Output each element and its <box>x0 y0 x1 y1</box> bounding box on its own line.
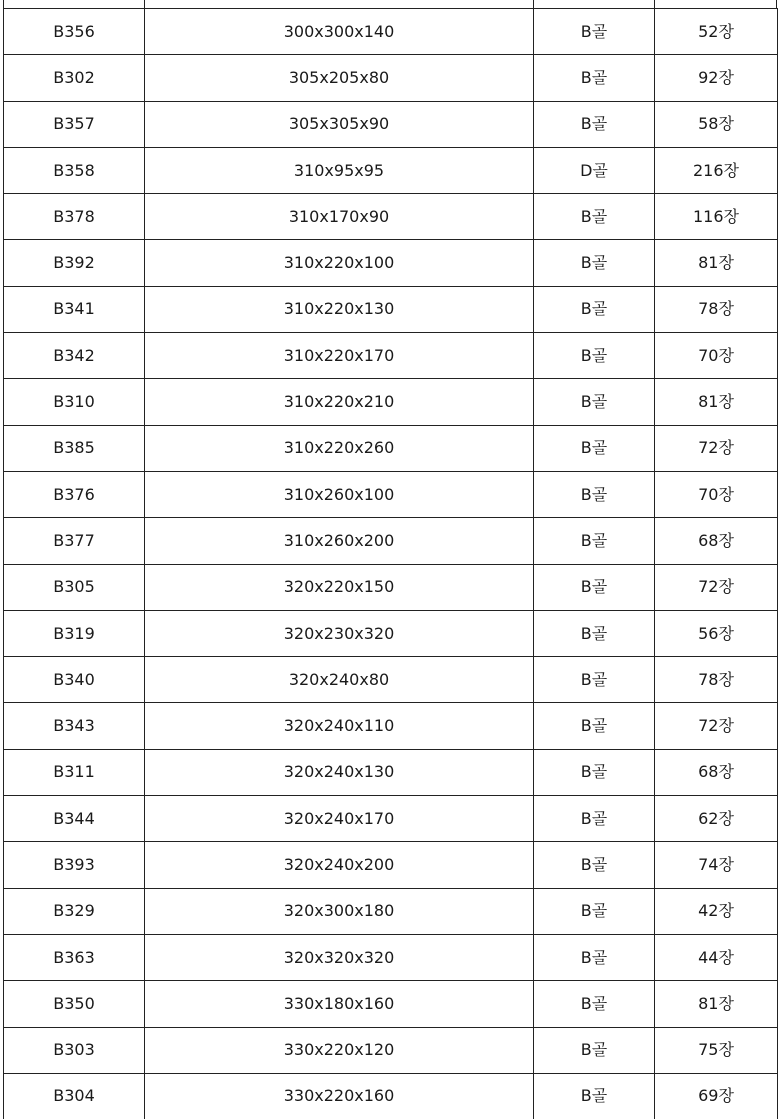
flute-type-cell: B골 <box>534 981 655 1027</box>
box-size-cell: 310x260x200 <box>145 518 534 564</box>
box-spec-table <box>3 8 778 1119</box>
sheet-quantity-cell: 81장 <box>655 240 778 286</box>
table-row <box>4 286 778 332</box>
table-row <box>4 842 778 888</box>
box-size-cell: 320x320x320 <box>145 934 534 980</box>
table-row <box>4 101 778 147</box>
table-row <box>4 55 778 101</box>
table-row <box>4 333 778 379</box>
flute-type-cell: B골 <box>534 9 655 55</box>
table-row <box>4 888 778 934</box>
column-border-stub <box>144 0 145 8</box>
product-code-cell: B377 <box>4 518 145 564</box>
box-size-cell: 330x220x160 <box>145 1073 534 1119</box>
table-row <box>4 518 778 564</box>
sheet-quantity-cell: 70장 <box>655 333 778 379</box>
box-size-cell: 320x230x320 <box>145 610 534 656</box>
sheet-quantity-cell: 78장 <box>655 657 778 703</box>
sheet-quantity-cell: 74장 <box>655 842 778 888</box>
product-code-cell: B357 <box>4 101 145 147</box>
flute-type-cell: B골 <box>534 564 655 610</box>
product-code-cell: B304 <box>4 1073 145 1119</box>
box-size-cell: 330x220x120 <box>145 1027 534 1073</box>
product-code-cell: B310 <box>4 379 145 425</box>
product-code-cell: B305 <box>4 564 145 610</box>
product-code-cell: B376 <box>4 471 145 517</box>
box-size-cell: 310x220x130 <box>145 286 534 332</box>
flute-type-cell: B골 <box>534 518 655 564</box>
flute-type-cell: B골 <box>534 888 655 934</box>
product-code-cell: B303 <box>4 1027 145 1073</box>
sheet-quantity-cell: 42장 <box>655 888 778 934</box>
flute-type-cell: B골 <box>534 333 655 379</box>
box-size-cell: 320x240x170 <box>145 796 534 842</box>
table-row <box>4 379 778 425</box>
table-row <box>4 147 778 193</box>
sheet-quantity-cell: 72장 <box>655 564 778 610</box>
flute-type-cell: B골 <box>534 425 655 471</box>
flute-type-cell: B골 <box>534 842 655 888</box>
sheet-quantity-cell: 68장 <box>655 749 778 795</box>
sheet-quantity-cell: 68장 <box>655 518 778 564</box>
flute-type-cell: B골 <box>534 286 655 332</box>
product-code-cell: B343 <box>4 703 145 749</box>
sheet-quantity-cell: 70장 <box>655 471 778 517</box>
product-code-cell: B341 <box>4 286 145 332</box>
flute-type-cell: B골 <box>534 703 655 749</box>
product-code-cell: B319 <box>4 610 145 656</box>
flute-type-cell: B골 <box>534 1073 655 1119</box>
sheet-quantity-cell: 44장 <box>655 934 778 980</box>
sheet-quantity-cell: 52장 <box>655 9 778 55</box>
sheet-quantity-cell: 58장 <box>655 101 778 147</box>
box-size-cell: 310x220x210 <box>145 379 534 425</box>
flute-type-cell: B골 <box>534 657 655 703</box>
column-border-stub <box>3 0 4 8</box>
product-code-cell: B378 <box>4 194 145 240</box>
sheet-quantity-cell: 72장 <box>655 425 778 471</box>
flute-type-cell: B골 <box>534 796 655 842</box>
sheet-quantity-cell: 62장 <box>655 796 778 842</box>
box-size-cell: 320x240x200 <box>145 842 534 888</box>
product-code-cell: B385 <box>4 425 145 471</box>
box-size-cell: 320x240x130 <box>145 749 534 795</box>
box-size-cell: 310x95x95 <box>145 147 534 193</box>
sheet-quantity-cell: 81장 <box>655 981 778 1027</box>
flute-type-cell: B골 <box>534 1027 655 1073</box>
product-code-cell: B311 <box>4 749 145 795</box>
table-row <box>4 934 778 980</box>
table-row <box>4 610 778 656</box>
sheet-quantity-cell: 56장 <box>655 610 778 656</box>
flute-type-cell: B골 <box>534 934 655 980</box>
box-size-cell: 320x240x80 <box>145 657 534 703</box>
flute-type-cell: B골 <box>534 379 655 425</box>
product-code-cell: B340 <box>4 657 145 703</box>
sheet-quantity-cell: 72장 <box>655 703 778 749</box>
flute-type-cell: B골 <box>534 101 655 147</box>
box-size-cell: 330x180x160 <box>145 981 534 1027</box>
box-size-cell: 310x170x90 <box>145 194 534 240</box>
box-size-cell: 305x305x90 <box>145 101 534 147</box>
product-code-cell: B302 <box>4 55 145 101</box>
product-code-cell: B344 <box>4 796 145 842</box>
table-row <box>4 9 778 55</box>
box-size-cell: 310x220x100 <box>145 240 534 286</box>
product-code-cell: B393 <box>4 842 145 888</box>
flute-type-cell: B골 <box>534 610 655 656</box>
sheet-quantity-cell: 69장 <box>655 1073 778 1119</box>
table-row <box>4 240 778 286</box>
column-border-stub <box>776 0 777 8</box>
product-code-cell: B363 <box>4 934 145 980</box>
flute-type-cell: B골 <box>534 471 655 517</box>
box-size-cell: 310x260x100 <box>145 471 534 517</box>
sheet-quantity-cell: 75장 <box>655 1027 778 1073</box>
product-code-cell: B356 <box>4 9 145 55</box>
table-row <box>4 471 778 517</box>
flute-type-cell: B골 <box>534 194 655 240</box>
column-border-stub <box>533 0 534 8</box>
table-row <box>4 657 778 703</box>
table-row <box>4 1027 778 1073</box>
flute-type-cell: B골 <box>534 749 655 795</box>
product-code-cell: B342 <box>4 333 145 379</box>
product-code-cell: B358 <box>4 147 145 193</box>
table-row <box>4 796 778 842</box>
table-row <box>4 194 778 240</box>
product-code-cell: B392 <box>4 240 145 286</box>
box-size-cell: 320x300x180 <box>145 888 534 934</box>
box-size-cell: 320x220x150 <box>145 564 534 610</box>
box-size-cell: 300x300x140 <box>145 9 534 55</box>
box-size-cell: 310x220x170 <box>145 333 534 379</box>
product-code-cell: B329 <box>4 888 145 934</box>
flute-type-cell: D골 <box>534 147 655 193</box>
box-spec-table-body <box>4 9 778 1119</box>
product-code-cell: B350 <box>4 981 145 1027</box>
table-row <box>4 981 778 1027</box>
box-size-cell: 305x205x80 <box>145 55 534 101</box>
column-border-stub <box>654 0 655 8</box>
table-row <box>4 1073 778 1119</box>
table-row <box>4 703 778 749</box>
sheet-quantity-cell: 216장 <box>655 147 778 193</box>
sheet-quantity-cell: 116장 <box>655 194 778 240</box>
sheet-quantity-cell: 81장 <box>655 379 778 425</box>
sheet-quantity-cell: 78장 <box>655 286 778 332</box>
box-size-cell: 320x240x110 <box>145 703 534 749</box>
flute-type-cell: B골 <box>534 240 655 286</box>
table-row <box>4 749 778 795</box>
table-row <box>4 425 778 471</box>
flute-type-cell: B골 <box>534 55 655 101</box>
table-row <box>4 564 778 610</box>
box-size-cell: 310x220x260 <box>145 425 534 471</box>
sheet-quantity-cell: 92장 <box>655 55 778 101</box>
